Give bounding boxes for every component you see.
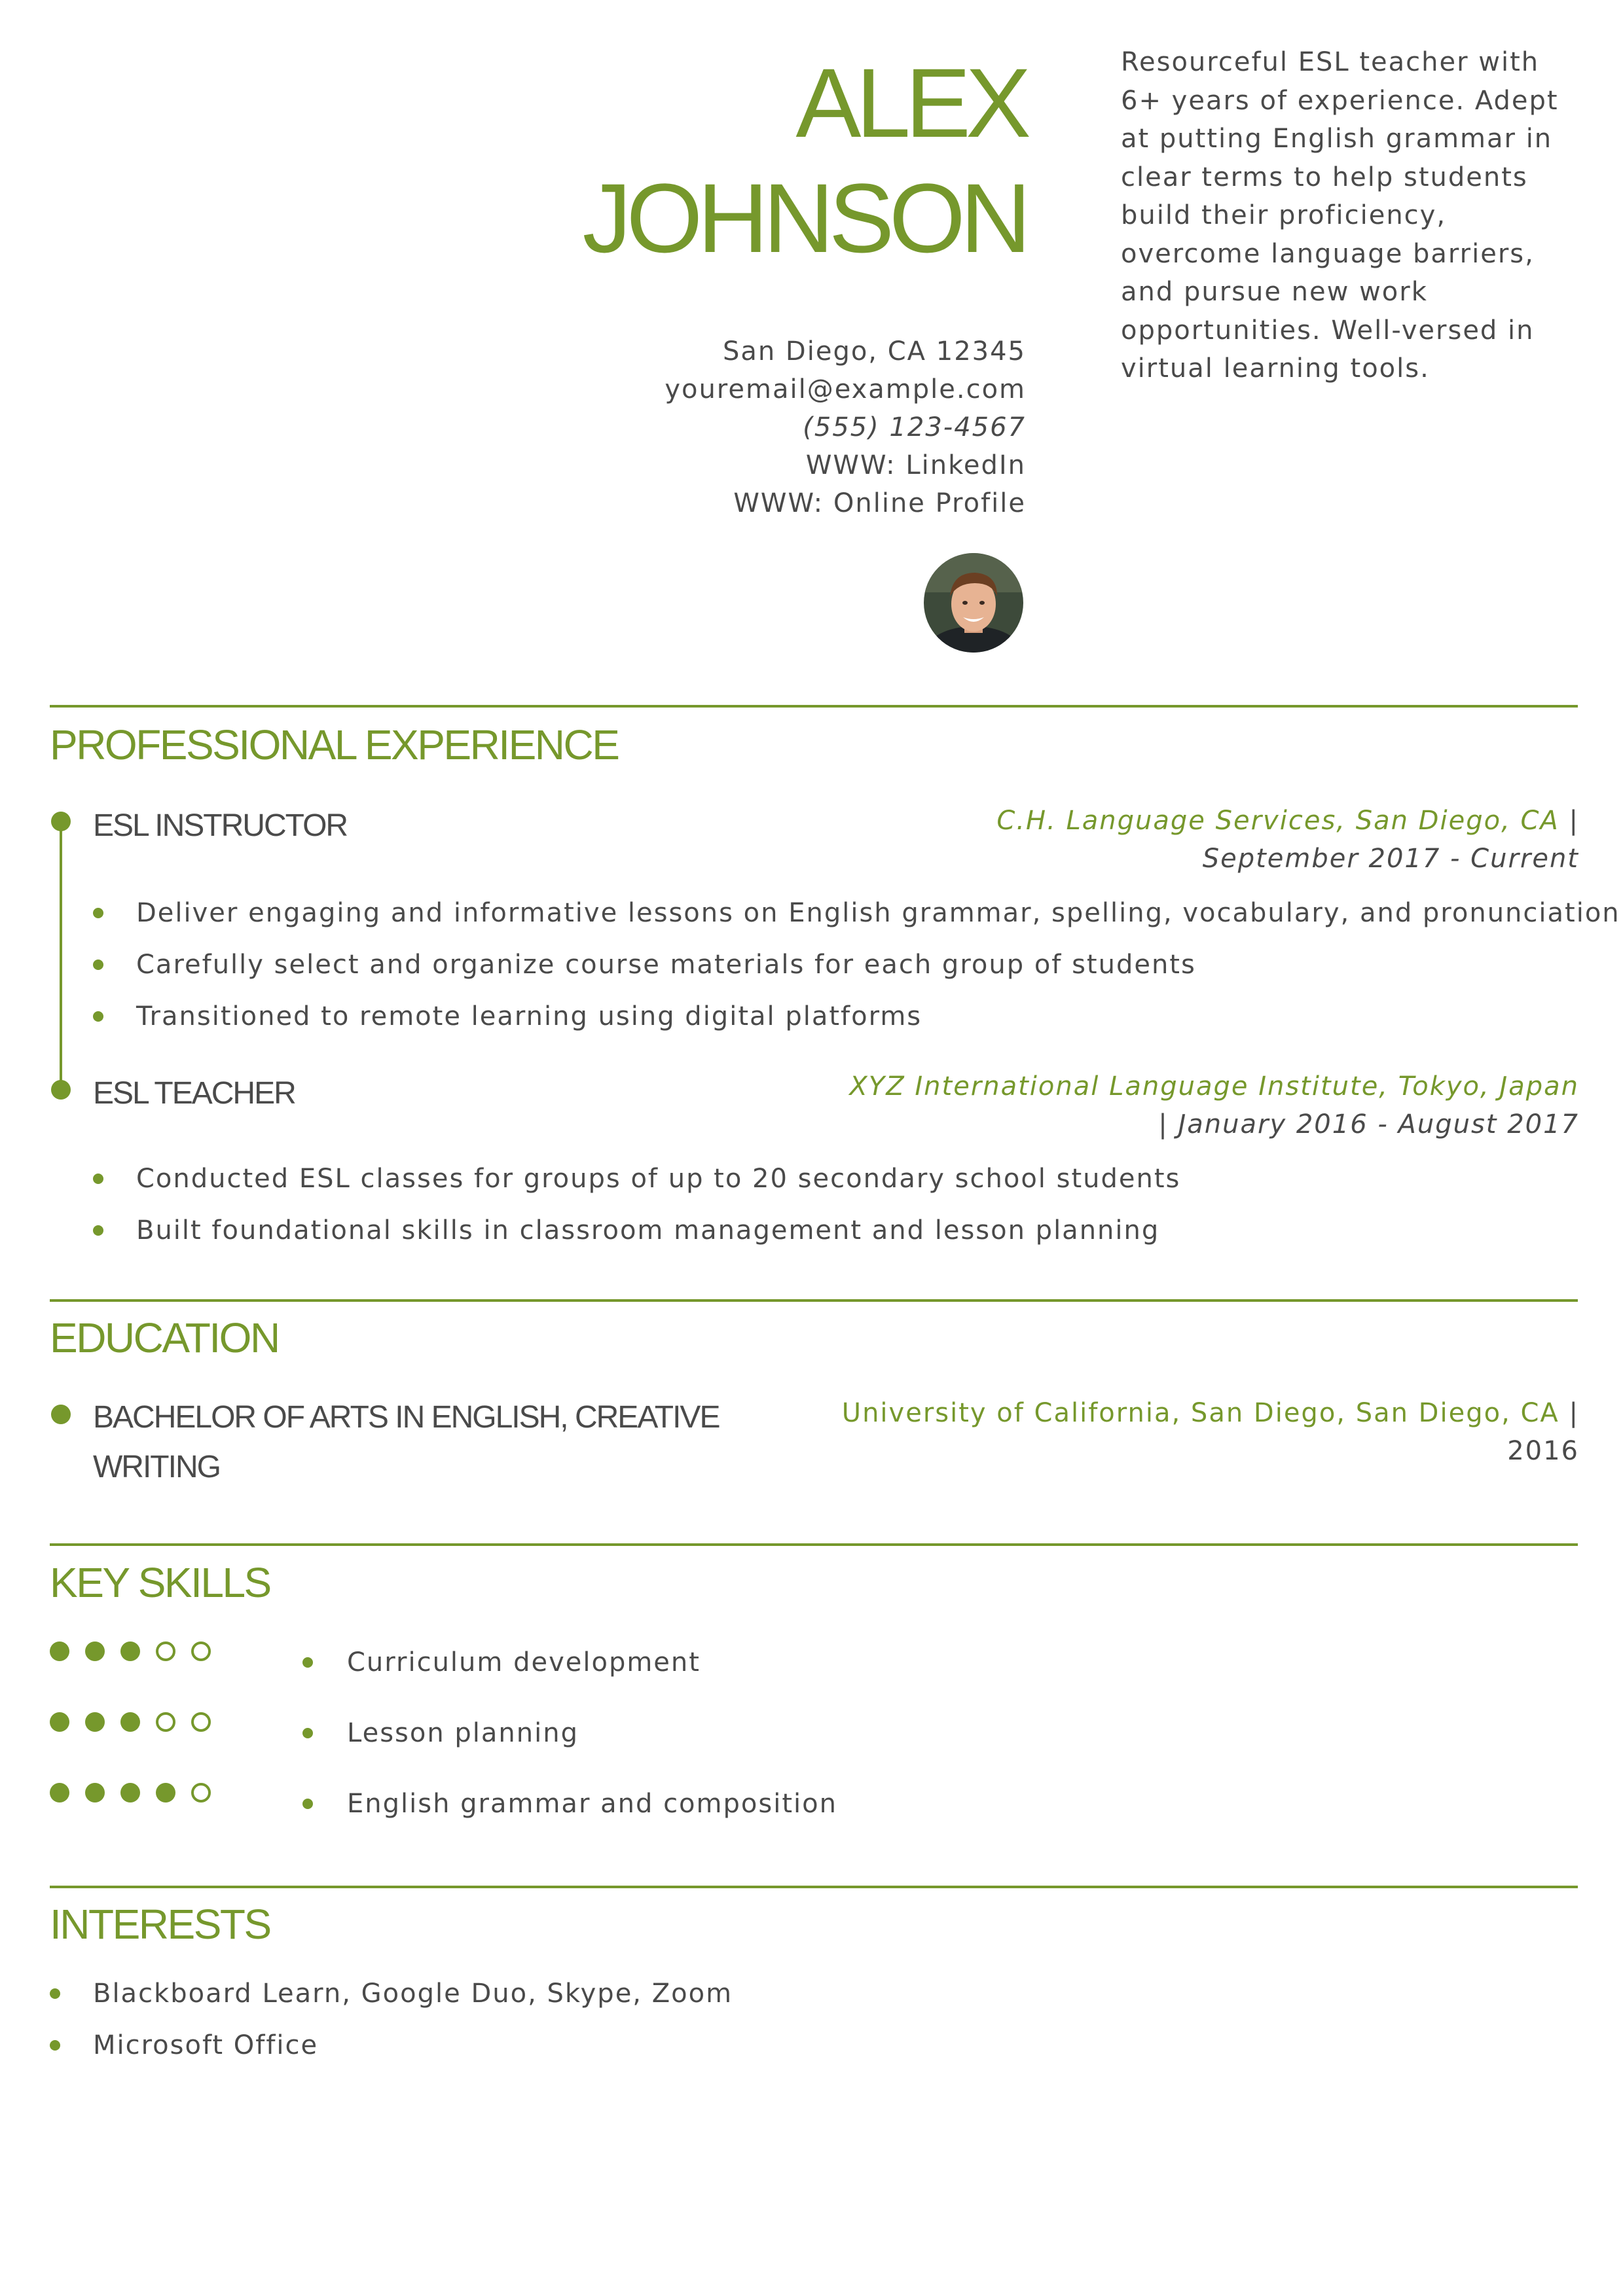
- section-title-experience: PROFESSIONAL EXPERIENCE: [50, 721, 619, 768]
- skills-list: [302, 1649, 837, 1861]
- rating-dot-empty: [191, 1783, 211, 1803]
- first-name: ALEX: [795, 48, 1026, 158]
- degree-title: BACHELOR OF ARTS IN ENGLISH, CREATIVE WRITING: [93, 1400, 720, 1484]
- rating-dot-empty: [156, 1641, 175, 1661]
- bullet-icon: [93, 1011, 103, 1022]
- job-meta: [849, 1067, 1579, 1143]
- contact-phone[interactable]: (555) 123-4567: [803, 412, 1026, 442]
- contact-location: San Diego, CA 12345: [722, 336, 1026, 367]
- rating-dot-filled: [50, 1712, 69, 1732]
- graduation-year: 2016: [1507, 1436, 1579, 1466]
- rating-dot-empty: [191, 1712, 211, 1732]
- contact-email[interactable]: youremail@example.com: [665, 374, 1026, 404]
- rating-dot-empty: [191, 1641, 211, 1661]
- job-dates: September 2017 - Current: [1202, 844, 1579, 874]
- list-item: English grammar and composition: [302, 1791, 837, 1861]
- bullet-icon: [302, 1799, 313, 1809]
- bullet-icon: [302, 1657, 313, 1668]
- timeline-line: [60, 821, 62, 1090]
- rating-dot-filled: [85, 1641, 105, 1661]
- school-name: University of California, San Diego, San Diego, CA: [841, 1398, 1559, 1428]
- job-company: XYZ International Language Institute, Tokyo, Japan: [849, 1071, 1579, 1102]
- job-title: ESL INSTRUCTOR: [93, 808, 348, 843]
- job-company: C.H. Language Services, San Diego, CA: [996, 806, 1559, 836]
- rating-dot-filled: [120, 1783, 140, 1803]
- last-name: JOHNSON: [582, 163, 1026, 273]
- list-item: Built foundational skills in classroom management and lesson planning: [93, 1217, 1180, 1269]
- bullet-icon: [50, 1988, 60, 1999]
- rating-dot-filled: [120, 1641, 140, 1661]
- education-meta: [842, 1394, 1579, 1470]
- timeline-dot: [51, 1080, 71, 1100]
- rating-dot-filled: [85, 1712, 105, 1732]
- list-item: Carefully select and organize course materials for each group of students: [93, 952, 1620, 1003]
- contact-online-profile[interactable]: WWW: Online Profile: [733, 488, 1026, 518]
- contact-block: [665, 332, 1026, 522]
- rating-dot-filled: [50, 1783, 69, 1803]
- rating-dot-filled: [50, 1641, 69, 1661]
- bullet-icon: [93, 960, 103, 970]
- section-title-interests: INTERESTS: [50, 1901, 270, 1948]
- avatar: [924, 553, 1023, 653]
- job-meta: [996, 802, 1579, 878]
- bullet-icon: [302, 1728, 313, 1738]
- job-separator: |: [1559, 806, 1579, 836]
- job-bullets: [93, 1166, 1180, 1269]
- timeline-dot: [51, 812, 71, 831]
- profile-photo: [924, 553, 1023, 653]
- bullet-icon: [93, 1225, 103, 1236]
- divider: [50, 1543, 1578, 1546]
- list-item: Lesson planning: [302, 1720, 837, 1791]
- job-title: ESL TEACHER: [93, 1076, 295, 1111]
- timeline-dot: [51, 1405, 71, 1424]
- divider: [50, 705, 1578, 708]
- list-item: Deliver engaging and informative lessons on English grammar, spelling, vocabulary, and pronunciation: [93, 900, 1620, 952]
- rating-dot-filled: [85, 1783, 105, 1803]
- rating-dot-filled: [156, 1783, 175, 1803]
- rating-dot-filled: [120, 1712, 140, 1732]
- job-bullets: [93, 900, 1620, 1055]
- bullet-icon: [93, 908, 103, 918]
- interests-list: [50, 1981, 733, 2084]
- summary: Resourceful ESL teacher with 6+ years of experience. Adept at putting English grammar in clear terms to help students build their proficiency, overcome language barriers, and pursue new work opportunities. Well-versed in virtual learning tools.: [1121, 47, 1559, 384]
- contact-linkedin[interactable]: WWW: LinkedIn: [805, 450, 1026, 480]
- list-item: Transitioned to remote learning using digital platforms: [93, 1003, 1620, 1055]
- divider: [50, 1299, 1578, 1302]
- divider: [50, 1886, 1578, 1888]
- bullet-icon: [50, 2040, 60, 2051]
- list-item: Microsoft Office: [50, 2032, 733, 2084]
- list-item: Blackboard Learn, Google Duo, Skype, Zoom: [50, 1981, 733, 2032]
- list-item: Curriculum development: [302, 1649, 837, 1720]
- job-dates: | January 2016 - August 2017: [1158, 1109, 1579, 1139]
- section-title-education: EDUCATION: [50, 1314, 279, 1361]
- section-title-skills: KEY SKILLS: [50, 1559, 270, 1606]
- list-item: Conducted ESL classes for groups of up to 20 secondary school students: [93, 1166, 1180, 1217]
- education-separator: |: [1559, 1398, 1579, 1428]
- bullet-icon: [93, 1174, 103, 1184]
- rating-dot-empty: [156, 1712, 175, 1732]
